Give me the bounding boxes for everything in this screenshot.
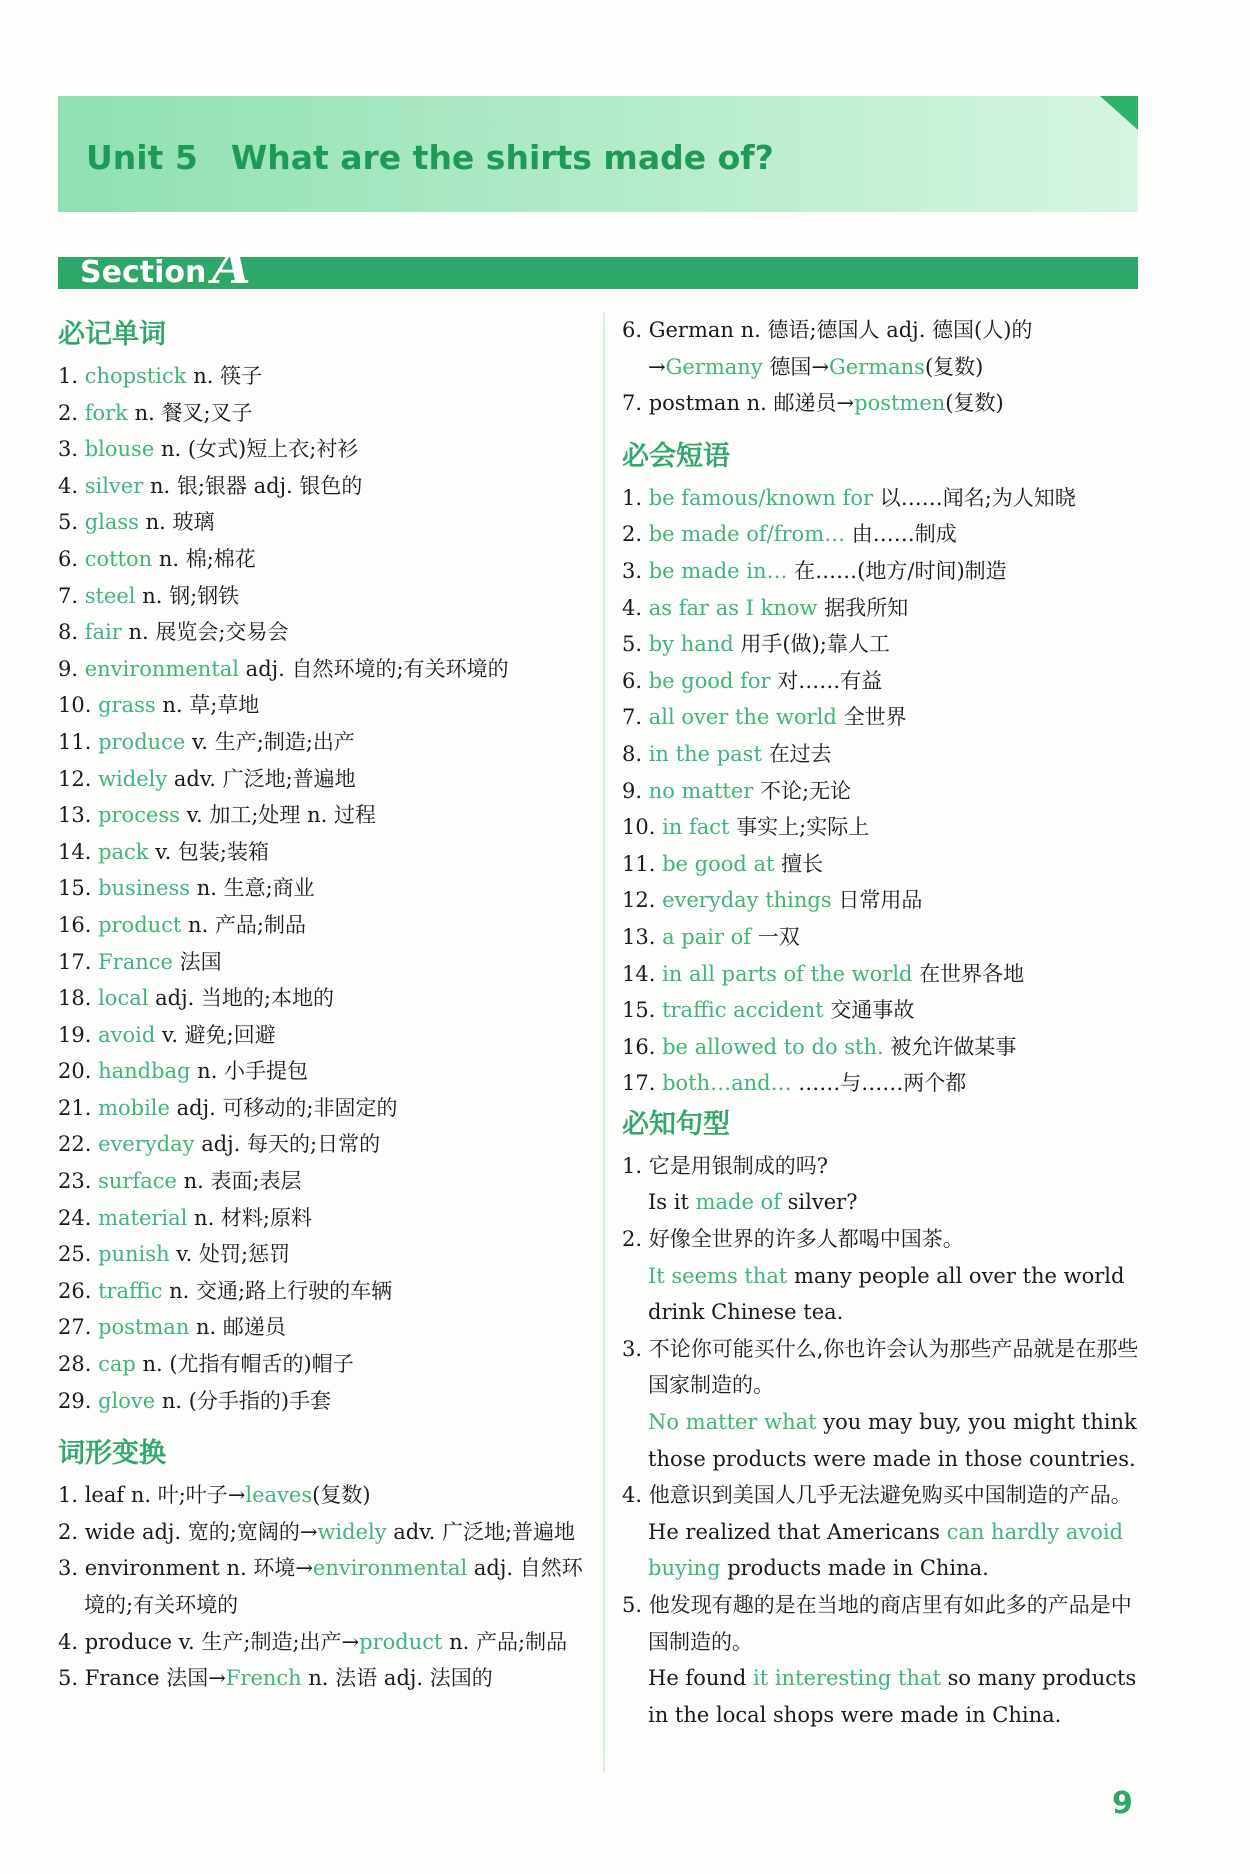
item-meaning: n. 银;银器 adj. 银色的	[143, 473, 363, 498]
item-meaning: 在……(地方/时间)制造	[787, 558, 1007, 583]
item-text: so many products in the local shops were made in China.	[648, 1666, 1137, 1727]
item-term: surface	[98, 1169, 177, 1194]
item-term: glove	[98, 1388, 156, 1413]
item-meaning: 法国	[172, 949, 222, 974]
item-meaning: 被允许做某事	[883, 1034, 1017, 1059]
item-meaning: adj. 自然环境的;有关环境的	[239, 656, 509, 681]
phrases-heading: 必会短语	[622, 440, 730, 472]
unit-banner	[58, 96, 1138, 212]
phrase-item	[622, 809, 1147, 846]
item-term: be good for	[648, 668, 771, 693]
item-text: you may buy, you might think those products were made in those countries.	[648, 1410, 1137, 1471]
word-form-item	[58, 1550, 588, 1623]
item-number: 23.	[58, 1169, 99, 1194]
phrase-item	[622, 626, 1147, 663]
item-number: 11.	[622, 851, 663, 876]
item-term: all over the world	[648, 705, 837, 730]
item-number: 6.	[58, 546, 85, 571]
item-number: 2.	[622, 1227, 649, 1252]
vocab-item	[58, 1126, 588, 1163]
vocab-item	[58, 761, 588, 798]
item-term: silver	[84, 473, 144, 498]
item-meaning: adj. 当地的;本地的	[148, 986, 335, 1011]
item-text: postman n. 邮递员→	[648, 391, 855, 416]
item-term: pack	[98, 839, 149, 864]
item-meaning: v. 加工;处理 n. 过程	[179, 803, 376, 828]
answer-text: leaves	[245, 1483, 313, 1508]
vocab-list	[58, 358, 588, 1419]
item-number: 7.	[58, 583, 85, 608]
item-meaning: v. 包装;装箱	[148, 839, 270, 864]
item-number: 8.	[622, 741, 649, 766]
sentence-english	[622, 1404, 1147, 1477]
item-term: as far as I know	[648, 595, 818, 620]
vocab-item	[58, 907, 588, 944]
item-number: 14.	[58, 839, 99, 864]
item-text: adv. 广泛地;普遍地	[386, 1519, 576, 1544]
item-meaning: n. 交通;路上行驶的车辆	[162, 1278, 393, 1303]
item-number: 5.	[622, 632, 649, 657]
item-term: fair	[84, 620, 122, 645]
item-number: 26.	[58, 1278, 99, 1303]
vocab-item	[58, 431, 588, 468]
item-meaning: n. 表面;表层	[176, 1169, 302, 1194]
vocab-item	[58, 980, 588, 1017]
item-text: n. 产品;制品	[442, 1629, 568, 1654]
phrase-item	[622, 773, 1147, 810]
item-term: glass	[84, 510, 139, 535]
item-number: 10.	[58, 693, 99, 718]
section-letter: A	[212, 236, 251, 295]
phrase-item	[622, 516, 1147, 553]
item-term: material	[98, 1205, 188, 1230]
item-number: 16.	[58, 912, 99, 937]
vocab-item	[58, 687, 588, 724]
item-meaning: 擅长	[774, 851, 824, 876]
item-number: 2.	[58, 400, 85, 425]
item-term: environmental	[84, 656, 239, 681]
item-meaning: n. 小手提包	[190, 1059, 309, 1084]
vocab-item	[58, 797, 588, 834]
item-meaning: 据我所知	[817, 595, 909, 620]
item-meaning: n. 邮递员	[189, 1315, 286, 1340]
item-meaning: 事实上;实际上	[729, 815, 870, 840]
answer-text: Germans	[828, 354, 925, 379]
sentence-english	[622, 1660, 1147, 1733]
item-meaning: 以……闻名;为人知晓	[873, 485, 1076, 510]
unit-title: Unit 5 What are the shirts made of?	[86, 138, 774, 177]
item-number: 5.	[58, 510, 85, 535]
item-number: 12.	[58, 766, 99, 791]
answer-text: It seems that	[648, 1263, 788, 1288]
item-number: 15.	[622, 998, 663, 1023]
item-text: produce v. 生产;制造;出产→	[84, 1629, 360, 1654]
item-term: in the past	[648, 741, 762, 766]
item-term: widely	[98, 766, 168, 791]
item-text: 他发现有趣的是在当地的商店里有如此多的产品是中国制造的。	[648, 1593, 1132, 1654]
right-column	[622, 312, 1147, 1733]
item-meaning: n. 展览会;交易会	[121, 620, 289, 645]
item-text: 他意识到美国人几乎无法避免购买中国制造的产品。	[648, 1483, 1132, 1508]
item-number: 13.	[622, 924, 663, 949]
item-number: 3.	[622, 558, 649, 583]
sentence-english	[622, 1258, 1147, 1331]
phrase-item	[622, 553, 1147, 590]
vocab-item	[58, 1200, 588, 1237]
item-meaning: n. 草;草地	[155, 693, 260, 718]
item-number: 9.	[622, 778, 649, 803]
item-text: Is it	[648, 1190, 696, 1215]
item-meaning: v. 避免;回避	[155, 1022, 276, 1047]
column-divider	[603, 312, 605, 1772]
item-term: traffic	[98, 1278, 163, 1303]
item-term: product	[98, 912, 182, 937]
item-text: wide adj. 宽的;宽阔的→	[84, 1519, 318, 1544]
item-number: 8.	[58, 620, 85, 645]
answer-text: French	[225, 1666, 302, 1691]
item-meaning: 在世界各地	[912, 961, 1025, 986]
item-meaning: 交通事故	[823, 998, 915, 1023]
item-term: produce	[98, 729, 186, 754]
answer-text: No matter what	[648, 1410, 817, 1435]
item-meaning: n. 棉;棉花	[152, 546, 256, 571]
phrase-item	[622, 882, 1147, 919]
item-term: business	[98, 876, 191, 901]
item-meaning: n. 筷子	[186, 364, 263, 388]
forms-list-continued	[622, 312, 1147, 422]
item-term: cap	[98, 1352, 136, 1377]
item-meaning: n. 餐叉;叉子	[127, 400, 253, 425]
vocab-item	[58, 578, 588, 615]
item-number: 3.	[58, 437, 85, 462]
item-text: products made in China.	[720, 1556, 989, 1581]
item-meaning: n. 玻璃	[138, 510, 215, 535]
item-number: 2.	[622, 522, 649, 547]
item-meaning: n. (尤指有帽舌的)帽子	[135, 1352, 354, 1377]
vocab-item	[58, 395, 588, 432]
item-text: adj. 自然环境的;有关环境的	[84, 1556, 583, 1617]
word-form-item	[622, 385, 1147, 422]
item-text: 德国→	[762, 354, 829, 379]
item-term: both…and…	[662, 1071, 792, 1096]
item-text: leaf n. 叶;叶子→	[84, 1483, 246, 1508]
item-number: 16.	[622, 1034, 663, 1059]
item-number: 21.	[58, 1095, 99, 1120]
answer-text: widely	[317, 1519, 387, 1544]
item-number: 1.	[622, 485, 649, 510]
item-term: be made in…	[648, 558, 788, 583]
item-term: everyday things	[662, 888, 832, 913]
item-number: 4.	[58, 1629, 85, 1654]
item-meaning: adj. 可移动的;非固定的	[169, 1095, 398, 1120]
sentence-english	[622, 1514, 1147, 1587]
sentences-heading: 必知句型	[622, 1108, 730, 1140]
item-number: 6.	[622, 668, 649, 693]
item-text: (复数)	[924, 354, 984, 379]
item-term: in fact	[662, 815, 730, 840]
item-text: many people all over the world drink Chinese tea.	[648, 1263, 1125, 1325]
item-meaning: ……与……两个都	[791, 1071, 967, 1096]
item-term: cotton	[84, 546, 153, 571]
vocab-item	[58, 1163, 588, 1200]
answer-text: it interesting that	[753, 1666, 941, 1691]
item-number: 7.	[622, 391, 649, 416]
item-term: traffic accident	[662, 998, 824, 1023]
item-text: silver?	[780, 1190, 858, 1215]
item-meaning: adv. 广泛地;普遍地	[167, 766, 356, 791]
item-term: local	[98, 986, 149, 1011]
item-meaning: 由……制成	[845, 522, 957, 547]
section-bar	[58, 236, 1138, 295]
item-meaning: 全世界	[836, 705, 907, 730]
vocab-item	[58, 1309, 588, 1346]
sentence-chinese	[622, 1477, 1147, 1514]
item-text: 不论你可能买什么,你也许会认为那些产品就是在那些国家制造的。	[648, 1336, 1139, 1398]
item-number: 13.	[58, 803, 99, 828]
phrase-item	[622, 736, 1147, 773]
item-number: 4.	[58, 473, 85, 498]
item-number: 12.	[622, 888, 663, 913]
phrase-item	[622, 956, 1147, 993]
item-term: no matter	[648, 778, 754, 803]
item-number: 11.	[58, 729, 99, 754]
item-term: mobile	[98, 1095, 170, 1120]
item-text: n. 法语 adj. 法国的	[301, 1666, 493, 1691]
vocab-item	[58, 1017, 588, 1054]
item-meaning: v. 处罚;惩罚	[169, 1242, 291, 1267]
vocab-item	[58, 870, 588, 907]
item-number: 5.	[622, 1593, 649, 1617]
item-term: by hand	[648, 632, 734, 657]
answer-text: can hardly avoid buying	[648, 1519, 1124, 1581]
item-meaning: 日常用品	[831, 888, 923, 913]
item-number: 19.	[58, 1022, 99, 1047]
item-text: France 法国→	[84, 1666, 226, 1691]
item-number: 7.	[622, 705, 649, 730]
item-term: fork	[84, 400, 128, 425]
item-number: 29.	[58, 1388, 99, 1413]
page-number: 9	[1112, 1786, 1133, 1821]
item-term: blouse	[84, 437, 155, 462]
item-meaning: n. 产品;制品	[181, 912, 307, 937]
sentence-chinese	[622, 1587, 1147, 1660]
sentence-chinese	[622, 1221, 1147, 1258]
item-number: 4.	[622, 1483, 649, 1508]
item-text: environment n. 环境→	[84, 1556, 313, 1581]
vocab-item	[58, 1236, 588, 1273]
item-number: 17.	[622, 1071, 663, 1096]
item-number: 2.	[58, 1519, 85, 1544]
phrase-item	[622, 1029, 1147, 1066]
word-form-item	[58, 1514, 588, 1551]
item-text: 好像全世界的许多人都喝中国茶。	[648, 1227, 964, 1252]
item-term: a pair of	[662, 924, 752, 949]
item-number: 1.	[58, 364, 85, 388]
sentence-english	[622, 1184, 1147, 1221]
vocab-item	[58, 614, 588, 651]
phrase-item	[622, 846, 1147, 883]
item-number: 18.	[58, 986, 99, 1011]
item-number: 28.	[58, 1352, 99, 1377]
item-term: process	[98, 803, 180, 828]
item-term: grass	[98, 693, 156, 718]
item-text: He found	[648, 1666, 753, 1691]
item-meaning: n. 钢;钢铁	[135, 583, 240, 608]
sentence-chinese	[622, 1148, 1147, 1185]
item-number: 22.	[58, 1132, 99, 1157]
vocab-item	[58, 1383, 588, 1420]
item-meaning: adj. 每天的;日常的	[194, 1132, 381, 1157]
item-term: be good at	[662, 851, 775, 876]
item-term: handbag	[98, 1059, 191, 1084]
phrase-item	[622, 699, 1147, 736]
vocab-item	[58, 944, 588, 981]
item-meaning: v. 生产;制造;出产	[185, 729, 355, 754]
vocab-item	[58, 1090, 588, 1127]
phrase-item	[622, 663, 1147, 700]
vocab-item	[58, 468, 588, 505]
item-text: (复数)	[945, 391, 1004, 416]
phrase-item	[622, 480, 1147, 517]
item-meaning: n. 材料;原料	[187, 1205, 313, 1230]
item-meaning: 用手(做);靠人工	[733, 632, 890, 657]
item-term: avoid	[98, 1022, 156, 1047]
vocab-item	[58, 724, 588, 761]
answer-text: made of	[695, 1190, 781, 1215]
answer-text: environmental	[312, 1556, 468, 1581]
item-term: postman	[98, 1315, 190, 1340]
item-number: 6.	[622, 318, 649, 342]
item-text: 它是用银制成的吗?	[648, 1153, 828, 1178]
item-number: 17.	[58, 949, 99, 974]
phrase-item	[622, 919, 1147, 956]
item-meaning: n. (女式)短上衣;衬衫	[154, 437, 359, 462]
item-number: 1.	[622, 1153, 649, 1178]
vocab-item	[58, 504, 588, 541]
item-number: 24.	[58, 1205, 99, 1230]
item-number: 3.	[58, 1556, 85, 1581]
item-number: 9.	[58, 656, 85, 681]
item-text: German n. 德语;德国人 adj. 德国(人)的 →	[648, 318, 1033, 379]
item-term: be made of/from…	[648, 522, 846, 547]
phrase-list	[622, 480, 1147, 1102]
vocab-item	[58, 834, 588, 871]
item-number: 5.	[58, 1666, 85, 1691]
forms-heading: 词形变换	[58, 1438, 166, 1470]
item-meaning: 不论;无论	[753, 778, 852, 803]
word-form-item	[58, 1660, 588, 1697]
item-term: chopstick	[84, 364, 187, 388]
answer-text: product	[359, 1629, 443, 1654]
item-meaning: n. 生意;商业	[190, 876, 315, 901]
item-number: 10.	[622, 815, 663, 840]
sentence-chinese	[622, 1331, 1147, 1404]
item-meaning: 在过去	[761, 741, 832, 766]
item-number: 15.	[58, 876, 99, 901]
item-text: He realized that Americans	[648, 1519, 947, 1544]
sentence-list	[622, 1148, 1147, 1734]
corner-triangle	[1100, 96, 1138, 130]
item-term: everyday	[98, 1132, 195, 1157]
word-form-item	[58, 1477, 588, 1514]
answer-text: Germany	[665, 354, 763, 379]
item-meaning: n. (分手指的)手套	[155, 1388, 332, 1413]
vocab-item	[58, 651, 588, 688]
word-form-item	[622, 312, 1147, 385]
item-number: 4.	[622, 595, 649, 620]
item-number: 27.	[58, 1315, 99, 1340]
phrase-item	[622, 1065, 1147, 1102]
item-term: be famous/known for	[648, 485, 874, 510]
section-label: Section	[80, 255, 207, 290]
phrase-item	[622, 992, 1147, 1029]
item-number: 20.	[58, 1059, 99, 1084]
item-term: punish	[98, 1242, 170, 1267]
vocab-item	[58, 358, 588, 395]
word-form-item	[58, 1624, 588, 1661]
left-column	[58, 312, 588, 1697]
item-meaning: 对……有益	[770, 668, 883, 693]
phrase-item	[622, 590, 1147, 627]
item-term: in all parts of the world	[662, 961, 913, 986]
answer-text: postmen	[854, 391, 946, 416]
item-number: 14.	[622, 961, 663, 986]
item-text: (复数)	[312, 1483, 371, 1508]
item-term: France	[98, 949, 173, 974]
vocab-item	[58, 1053, 588, 1090]
vocab-item	[58, 1273, 588, 1310]
vocab-item	[58, 1346, 588, 1383]
vocab-item	[58, 541, 588, 578]
item-term: steel	[84, 583, 136, 608]
item-meaning: 一双	[751, 924, 800, 949]
item-number: 25.	[58, 1242, 99, 1267]
item-number: 1.	[58, 1483, 85, 1508]
item-term: be allowed to do sth.	[662, 1034, 884, 1059]
forms-list	[58, 1477, 588, 1697]
vocab-heading: 必记单词	[58, 319, 166, 350]
item-number: 3.	[622, 1336, 649, 1361]
